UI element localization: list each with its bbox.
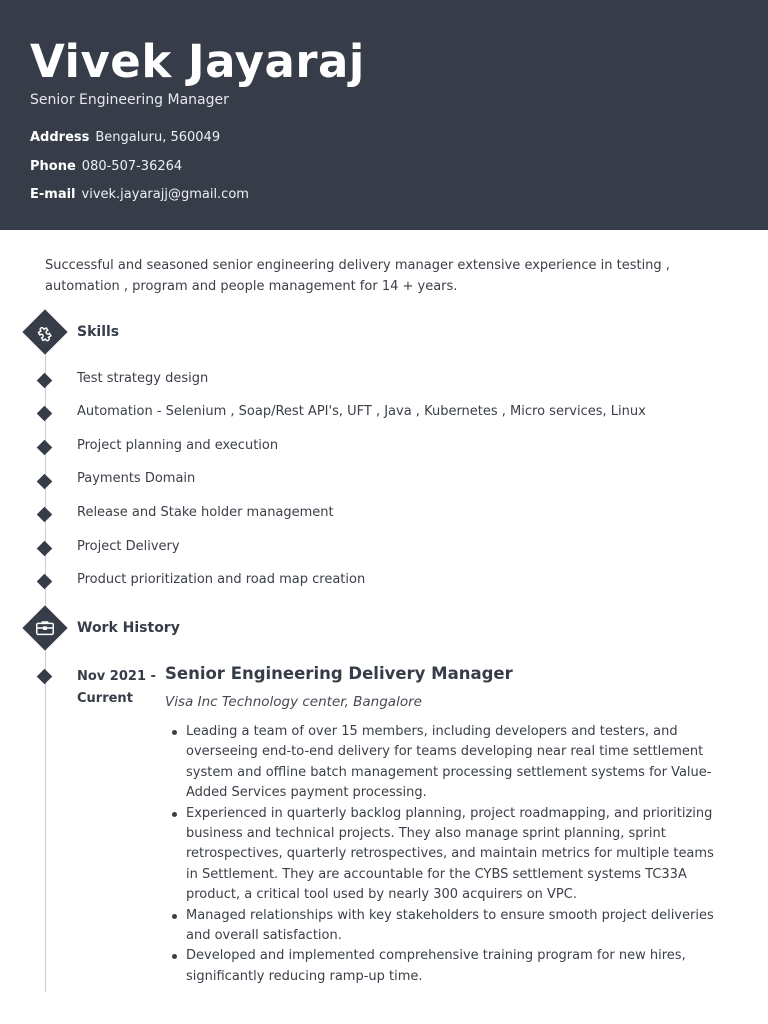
job-date-start: Nov 2021 - [77, 669, 156, 684]
skill-item: Release and Stake holder management [77, 505, 334, 520]
job-dates [77, 666, 157, 710]
contact-label: E-mail [30, 187, 76, 202]
contact-label: Address [30, 130, 90, 145]
contact-label: Phone [30, 159, 76, 174]
contact-value: 080-507-36264 [81, 159, 183, 174]
skill-item: Test strategy design [77, 371, 209, 386]
responsibility-item: Leading a team of over 15 members, including developers and testers, and overseeing end-to-end delivery for teams developing near real time settlement system and offline batch management processing settlement systems for Value-Added Services payment processing. [168, 722, 716, 804]
professional-summary: Successful and seasoned senior engineering delivery manager extensive experience in testing , automation , program and people management for 14 + years. [45, 258, 670, 294]
skills-heading: Skills [77, 324, 120, 340]
responsibility-item: Experienced in quarterly backlog planning, project roadmapping, and prioritizing business and technical projects. They also manage sprint planning, sprint retrospectives, quarterly retrospectives, and maintain metrics for multiple teams in Settlement. They are accountable for the CYBS settlement systems TC33A product, a critical tool used by nearly 300 acquirers on VPC. [168, 804, 716, 906]
timeline-line [45, 330, 46, 992]
skill-bullet [37, 541, 53, 557]
contact-value: Bengaluru, 560049 [95, 130, 221, 145]
job-bullet [37, 669, 53, 685]
contact-address [30, 130, 220, 145]
candidate-name: Vivek Jayaraj [30, 35, 365, 88]
job-title: Senior Engineering Delivery Manager [165, 664, 513, 683]
contact-phone [30, 159, 182, 174]
responsibility-item: Managed relationships with key stakeholders to ensure smooth project deliveries and overall satisfaction. [168, 906, 716, 947]
puzzle-icon [22, 309, 68, 355]
skill-item: Project Delivery [77, 539, 180, 554]
skill-bullet [37, 373, 53, 389]
resume-header [0, 0, 768, 230]
skill-item: Product prioritization and road map creation [77, 572, 366, 587]
contact-value: vivek.jayarajj@gmail.com [81, 187, 249, 202]
responsibility-item: Developed and implemented comprehensive training program for new hires, significantly reducing ramp-up time. [168, 946, 716, 987]
candidate-title: Senior Engineering Manager [30, 92, 229, 108]
skill-bullet [37, 507, 53, 523]
work-history-heading: Work History [77, 620, 180, 636]
job-company: Visa Inc Technology center, Bangalore [165, 694, 422, 710]
skill-bullet [37, 474, 53, 490]
skill-bullet [37, 574, 53, 590]
skill-item: Project planning and execution [77, 438, 279, 453]
contact-email [30, 187, 249, 202]
skill-item: Automation - Selenium , Soap/Rest API's, UFT , Java , Kubernetes , Micro services, Linux [77, 404, 646, 419]
skill-bullet [37, 440, 53, 456]
briefcase-icon [22, 605, 68, 651]
skill-bullet [37, 406, 53, 422]
job-responsibilities [168, 722, 716, 987]
skill-item: Payments Domain [77, 471, 196, 486]
job-date-end: Current [77, 691, 133, 706]
